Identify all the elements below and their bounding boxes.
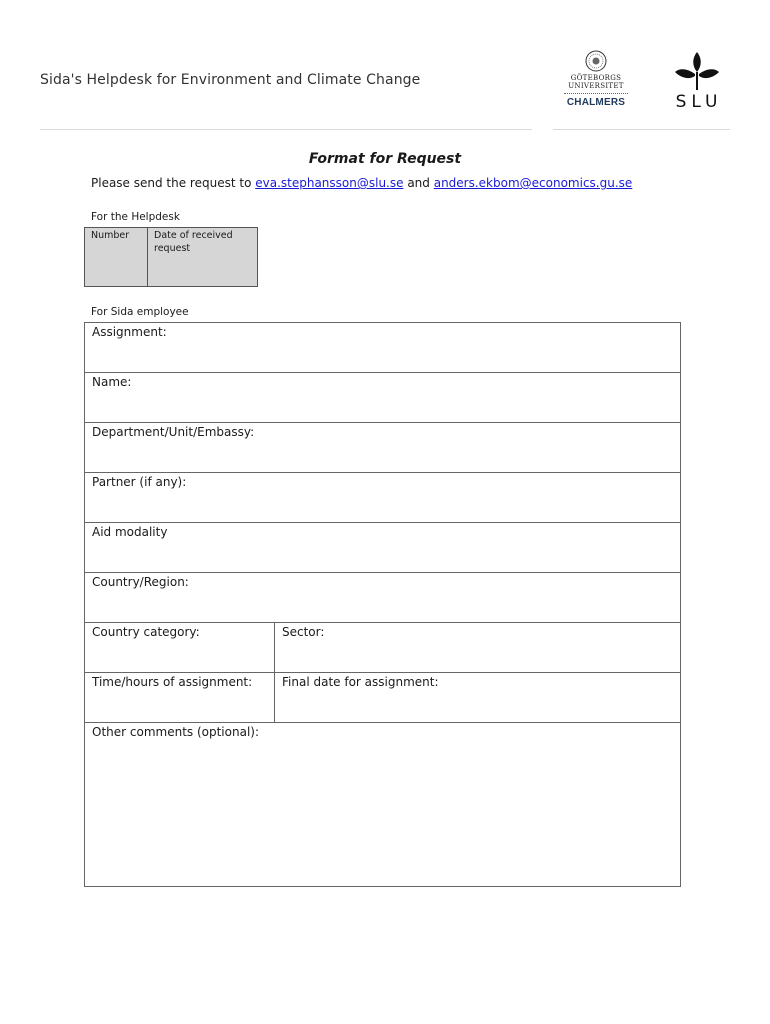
- name-field[interactable]: Name:: [85, 373, 681, 423]
- request-and: and: [403, 176, 434, 190]
- gu-name-line2: UNIVERSITET: [568, 82, 624, 90]
- helpdesk-number-field[interactable]: Number: [85, 228, 148, 286]
- helpdesk-section-label: For the Helpdesk: [91, 211, 180, 223]
- header-divider: [553, 129, 730, 130]
- request-prefix: Please send the request to: [91, 176, 256, 190]
- country-category-field[interactable]: Country category:: [85, 623, 275, 673]
- chalmers-wordmark: CHALMERS: [566, 97, 626, 108]
- partner-field[interactable]: Partner (if any):: [85, 473, 681, 523]
- header-divider: [40, 129, 532, 130]
- seal-icon: [585, 50, 607, 72]
- department-field[interactable]: Department/Unit/Embassy:: [85, 423, 681, 473]
- plant-icon: [673, 50, 721, 92]
- helpdesk-header-title: Sida's Helpdesk for Environment and Climate Change: [40, 72, 421, 88]
- time-hours-field[interactable]: Time/hours of assignment:: [85, 673, 275, 723]
- slu-wordmark: SLU: [675, 92, 723, 112]
- email-link-eva[interactable]: eva.stephansson@slu.se: [255, 176, 404, 190]
- sida-section-label: For Sida employee: [91, 306, 189, 318]
- helpdesk-box: [84, 227, 258, 287]
- page-title: Format for Request: [308, 151, 462, 167]
- gu-chalmers-logo: [558, 50, 634, 108]
- gu-name-line1: GÖTEBORGS: [570, 74, 622, 82]
- helpdesk-date-field[interactable]: Date of received request: [154, 230, 233, 254]
- email-link-anders[interactable]: anders.ekbom@economics.gu.se: [433, 176, 633, 190]
- sida-request-form: [84, 322, 681, 887]
- logo-divider: [564, 93, 628, 94]
- final-date-field[interactable]: Final date for assignment:: [275, 673, 681, 723]
- sector-field[interactable]: Sector:: [275, 623, 681, 673]
- other-comments-field[interactable]: Other comments (optional):: [85, 723, 681, 887]
- country-region-field[interactable]: Country/Region:: [85, 573, 681, 623]
- request-instructions: [91, 176, 632, 190]
- assignment-field[interactable]: Assignment:: [85, 323, 681, 373]
- aid-modality-field[interactable]: Aid modality: [85, 523, 681, 573]
- slu-logo: [662, 50, 732, 112]
